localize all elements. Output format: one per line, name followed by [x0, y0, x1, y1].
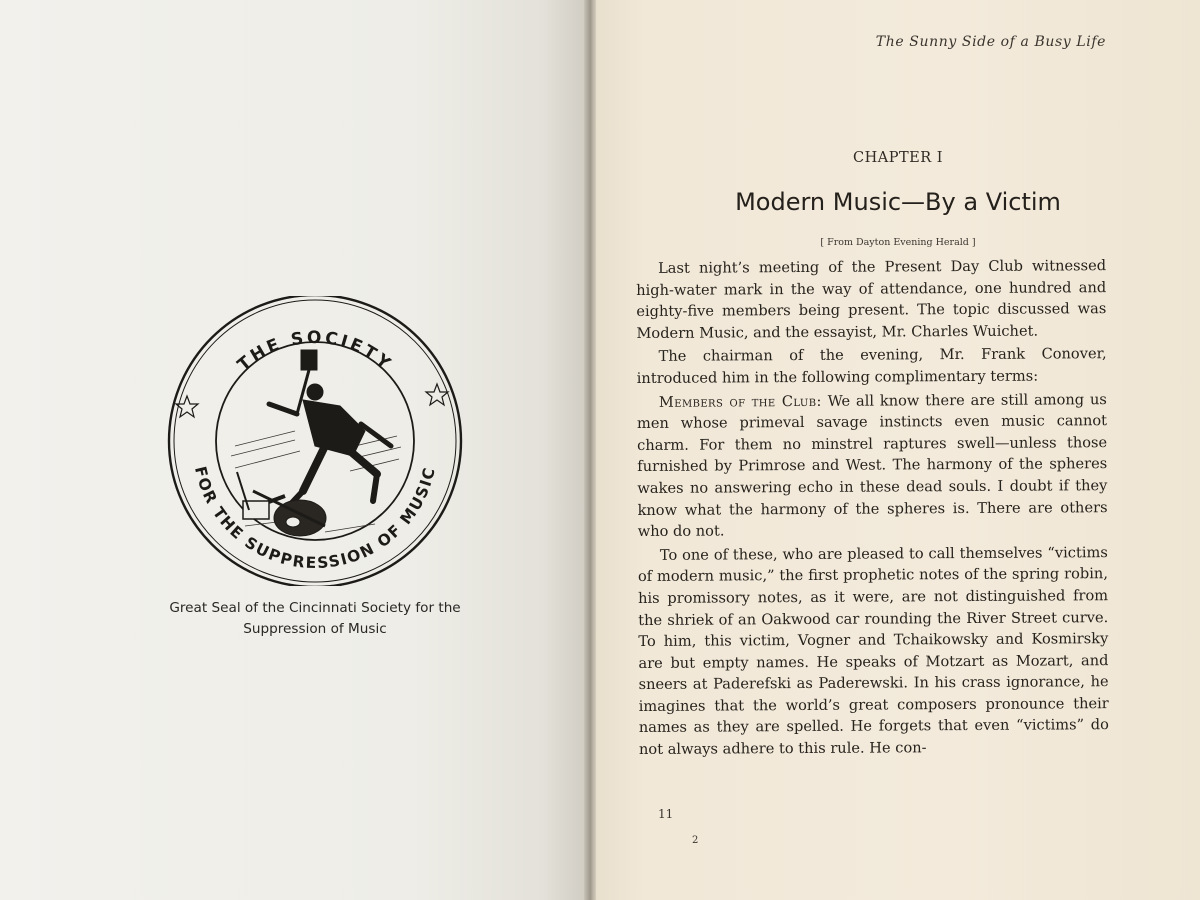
right-page	[596, 0, 1200, 900]
broken-instruments-icon	[237, 472, 326, 536]
chapter-title: Modern Music—By a Victim	[735, 188, 1061, 216]
seal-bottom-text: FOR THE SUPPRESSION OF MUSIC	[190, 464, 440, 573]
left-page	[0, 0, 590, 900]
star-icon	[426, 384, 448, 405]
paragraph	[637, 389, 1108, 543]
paragraph-text: We all know there are still among us men whose primeval savage instincts even music cannot charm. For them no minstrel raptures swell—unless those furnished by Primrose and West. The harmony of the spheres wakes no answering echo in these dead souls. I doubt if they know what the harmony of the spheres is. There are others who do not.	[636, 390, 1108, 541]
running-head: The Sunny Side of a Busy Life	[875, 34, 1106, 50]
paragraph: Last night’s meeting of the Present Day Club witnessed high-water mark in the way of attendance, one hundred and eighty-five members being present. The topic discussed was Modern Music, and the essayist, Mr. Charles Wuichet.	[636, 257, 1107, 342]
star-icon	[176, 396, 198, 417]
page-number: 11	[658, 807, 674, 821]
address-lead: Members of the Club:	[658, 392, 822, 411]
chapter-body	[636, 255, 1109, 763]
seal-image	[165, 296, 465, 586]
seal-top-text: THE SOCIETY	[233, 327, 397, 376]
paragraph: The chairman of the evening, Mr. Frank Conover, introduced him in the following complimentary terms:	[636, 345, 1107, 387]
paragraph: To one of these, who are pleased to call themselves “victims of modern music,” the first prophetic notes of the spring robin, his promissory notes, as it were, are not distinguished from the shriek of an Oakwood car rounding the River Street curve. To him, this victim, Vogner and Tchaikowsky and Kosmirsky are but empty names. He speaks of Motzart as Mozart, and sneers at Paderefski as Paderewski. In his crass ignorance, he imagines that the world’s great composers pronounce their names as they are spelled. He forgets that even “victims” do not always adhere to this rule. He con-	[637, 543, 1109, 759]
axe-man-icon	[269, 350, 391, 506]
source-note: [ From Dayton Evening Herald ]	[820, 237, 976, 248]
signature-mark: 2	[692, 835, 699, 846]
seal-caption: Great Seal of the Cincinnati Society for the Suppression of Music	[169, 600, 461, 637]
society-seal	[165, 296, 465, 586]
chapter-number: CHAPTER I	[853, 150, 943, 166]
